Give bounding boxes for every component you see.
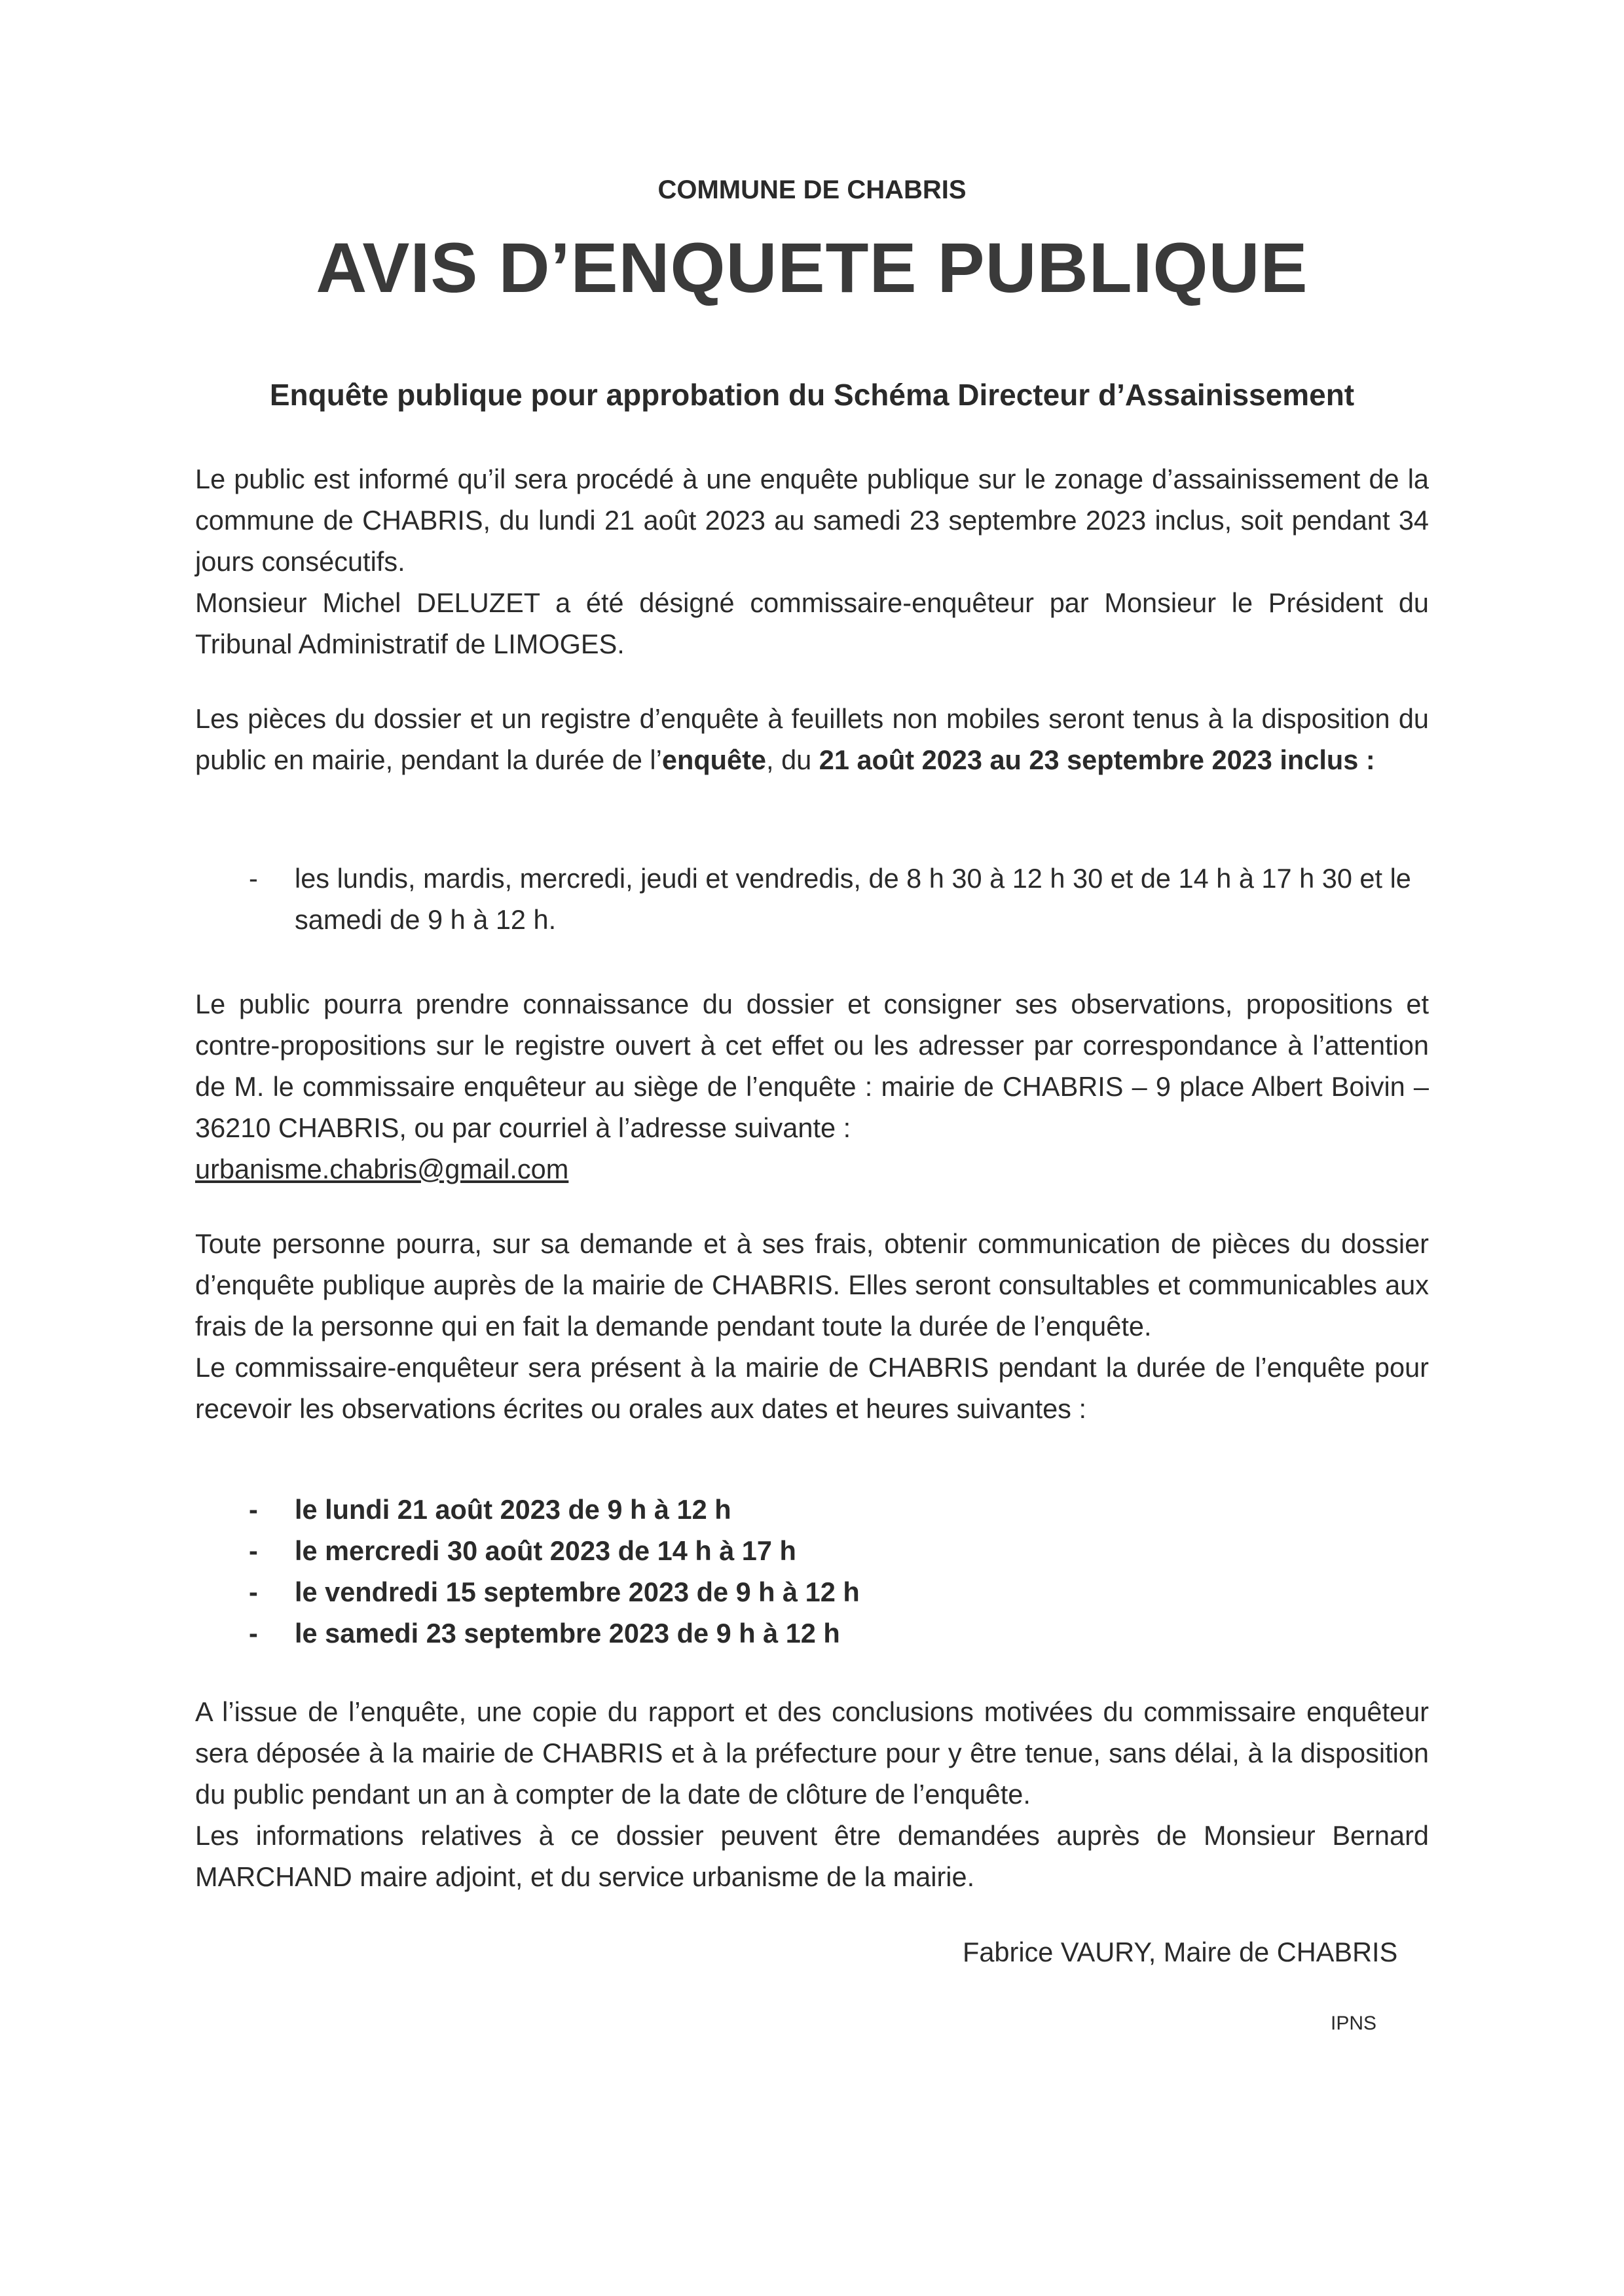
- permanence-date: le lundi 21 août 2023 de 9 h à 12 h: [295, 1494, 731, 1525]
- dossier-dates-bold: 21 août 2023 au 23 septembre 2023 inclus :: [819, 744, 1375, 775]
- commune-heading: COMMUNE DE CHABRIS: [657, 175, 967, 204]
- observations-paragraph: [195, 983, 1429, 1190]
- dash-bullet: -: [249, 1535, 258, 1566]
- dossier-paragraph: [195, 698, 1429, 780]
- intro-section: [195, 458, 1429, 665]
- dash-bullet: -: [249, 1618, 258, 1649]
- permanence-date: le vendredi 15 septembre 2023 de 9 h à 12 h: [295, 1576, 860, 1607]
- opening-hours-text: les lundis, mardis, mercredi, jeudi et vendredis, de 8 h 30 à 12 h 30 et de 14 h à 17 h 30 et le samedi de 9 h à 12 h.: [295, 863, 1411, 935]
- notice-title: AVIS D’ENQUETE PUBLIQUE: [316, 228, 1308, 307]
- presence-paragraph: Le commissaire-enquêteur sera présent à la mairie de CHABRIS pendant la durée de l’enquête pour recevoir les observations écrites ou orales aux dates et heures suivantes :: [195, 1352, 1429, 1424]
- commissioner-paragraph: Monsieur Michel DELUZET a été désigné commissaire-enquêteur par Monsieur le Président du Tribunal Administratif de LIMOGES.: [195, 587, 1429, 659]
- mayor-signature: Fabrice VAURY, Maire de CHABRIS: [963, 1937, 1398, 1967]
- email-link[interactable]: urbanisme.chabris@gmail.com: [195, 1154, 569, 1184]
- ipns-mark: IPNS: [1331, 2013, 1377, 2034]
- list-item: [249, 858, 1441, 940]
- list-item: [249, 1613, 1441, 1654]
- report-paragraph: A l’issue de l’enquête, une copie du rapport et des conclusions motivées du commissaire enquêteur sera déposée à la mairie de CHABRIS et à la préfecture pour y être tenue, sans délai, à la disposition du public pendant un an à compter de la date de clôture de l’enquête.: [195, 1696, 1429, 1810]
- contact-paragraph: Les informations relatives à ce dossier peuvent être demandées auprès de Monsieur Bernard MARCHAND maire adjoint, et du service urbanisme de la mairie.: [195, 1820, 1429, 1892]
- permanence-date: le mercredi 30 août 2023 de 14 h à 17 h: [295, 1535, 796, 1566]
- permanence-date: le samedi 23 septembre 2023 de 9 h à 12 h: [295, 1618, 840, 1649]
- observations-text: Le public pourra prendre connaissance du dossier et consigner ses observations, propositions et contre-propositions sur le registre ouvert à cet effet ou les adresser par correspondance à l’attention de M. le commissaire enquêteur au siège de l’enquête : mairie de CHABRIS – 9 place Albert Boivin – 36210 CHABRIS, ou par courriel à l’adresse suivante :: [195, 989, 1429, 1143]
- permanences-list: [249, 1489, 1441, 1654]
- dash-bullet: -: [249, 863, 258, 894]
- conclusion-section: [195, 1691, 1429, 1897]
- dash-bullet: -: [249, 1576, 258, 1607]
- dash-bullet: -: [249, 1494, 258, 1525]
- intro-paragraph: Le public est informé qu’il sera procédé à une enquête publique sur le zonage d’assainissement de la commune de CHABRIS, du lundi 21 août 2023 au samedi 23 septembre 2023 inclus, soit pendant 34 jours consécutifs.: [195, 464, 1429, 577]
- dossier-text: Les pièces du dossier et un registre d’enquête à feuillets non mobiles seront tenus à la disposition du public en mairie, pendant la durée de l’: [195, 703, 1429, 775]
- list-item: [249, 1489, 1441, 1530]
- communication-paragraph: Toute personne pourra, sur sa demande et à ses frais, obtenir communication de pièces du dossier d’enquête publique auprès de la mairie de CHABRIS. Elles seront consultables et communicables aux frais de la personne qui en fait la demande pendant toute la durée de l’enquête.: [195, 1228, 1429, 1341]
- opening-hours-list: [249, 858, 1441, 940]
- list-item: [249, 1530, 1441, 1571]
- dossier-text-connector: , du: [766, 744, 819, 775]
- notice-subtitle: Enquête publique pour approbation du Schéma Directeur d’Assainissement: [269, 378, 1355, 412]
- list-item: [249, 1571, 1441, 1613]
- dossier-enquete-bold: enquête: [661, 744, 767, 775]
- communication-section: [195, 1223, 1429, 1429]
